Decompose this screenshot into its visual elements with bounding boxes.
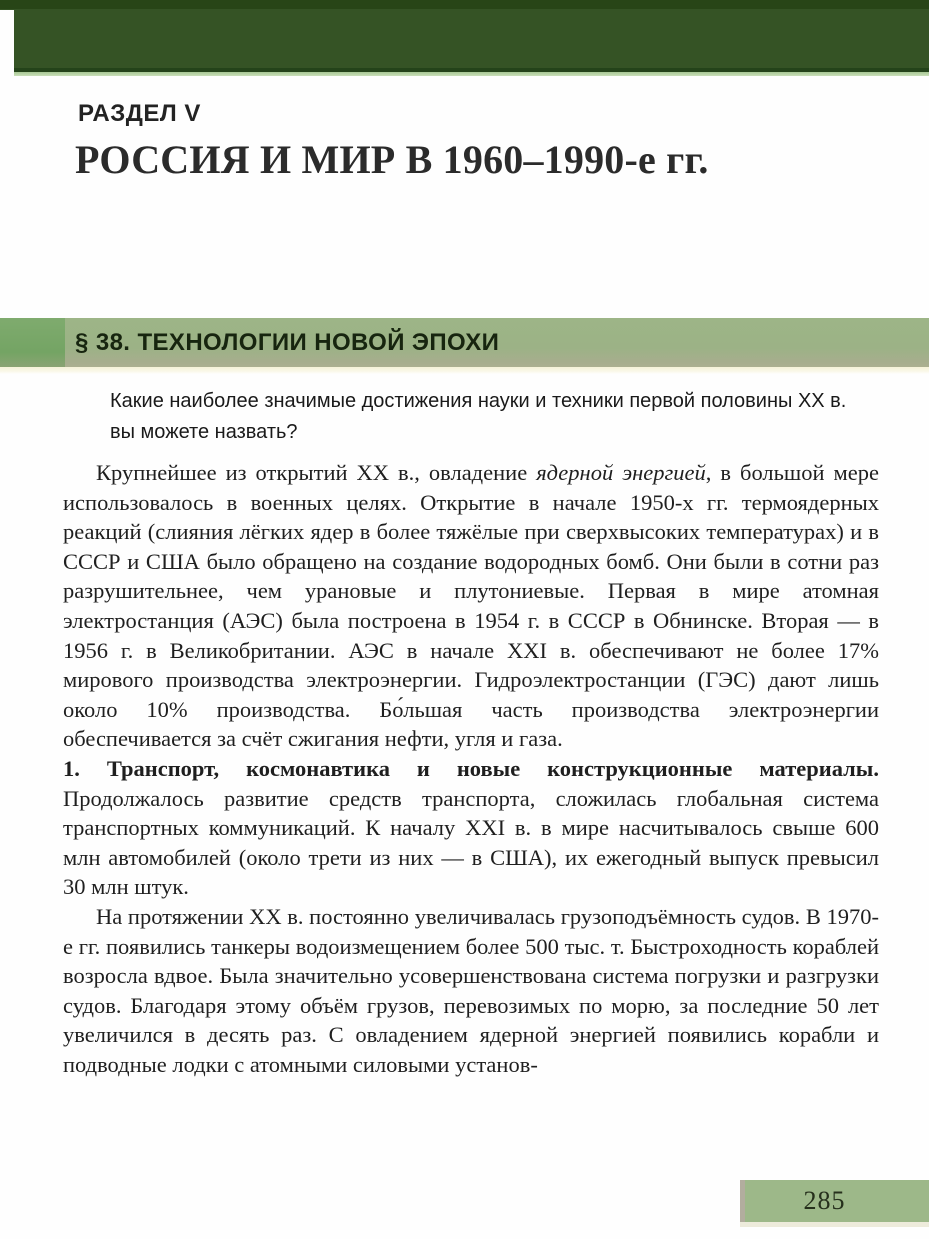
- paragraph-ships: На протяжении XX в. постоянно увеличивалась грузоподъёмность судов. В 1970-е гг. появились танкеры водоизмещением более 500 тыс. т. Быстроходность кораблей возросла вдвое. Была значительно усовершенствована система погрузки и разгрузки судов. Благодаря этому объём грузов, перевозимых по морю, за последние 50 лет увеличился в десять раз. С овладением ядерной энергией появились корабли и подводные лодки с атомными силовыми установ-: [63, 903, 879, 1077]
- page-number: 285: [803, 1186, 846, 1215]
- lead-question: Какие наиболее значимые достижения науки и техники первой половины XX в. вы можете назвать?: [110, 390, 847, 443]
- body-text: [63, 458, 879, 1079]
- chapter-bar-left-notch: [0, 10, 14, 76]
- paragraph-transport: [63, 754, 879, 902]
- chapter-header-bar: [0, 0, 929, 76]
- section-kicker: РАЗДЕЛ V: [78, 100, 201, 127]
- paragraph-nuclear-energy: [63, 458, 879, 754]
- subsection-heading: 1. Транспорт, космонавтика и новые конструкционные материалы.: [63, 755, 879, 781]
- paragraph-text: , в большой мере использовалось в военных целях. Открытие в начале 1950-х гг. термоядерных реакций (слияния лёгких ядер в более тяжёлые при сверхвысоких температурах) и в СССР и США было обращено на создание водородных бомб. Они были в сотни раз разрушительнее, чем урановые и плутониевые. Первая в мире атомная электростанция (АЭС) была построена в 1954 г. в СССР в Обнинске. Вторая — в 1956 г. в Великобритании. АЭС в начале XXI в. обеспечивают не более 17% мирового производства электроэнергии. Гидроэлектростанции (ГЭС) дают лишь около 10% производства. Бо́льшая часть производства электроэнергии обеспечивается за счёт сжигания нефти, угля и газа.: [63, 460, 879, 752]
- paragraph-text: Крупнейшее из открытий XX в., овладение: [96, 460, 537, 485]
- page-number-plate: [740, 1180, 929, 1222]
- page-title: РОССИЯ И МИР В 1960–1990-е гг.: [75, 137, 709, 182]
- banner-shadow: [0, 367, 929, 374]
- banner-accent-block: [0, 318, 65, 367]
- paragraph-banner: [0, 318, 929, 367]
- italic-term: ядерной энергией: [536, 460, 706, 485]
- paragraph-banner-title: § 38. ТЕХНОЛОГИИ НОВОЙ ЭПОХИ: [75, 328, 500, 356]
- paragraph-text: Продолжалось развитие средств транспорта, сложилась глобальная система транспортных коммуникаций. К началу XXI в. в мире насчитывалось свыше 600 млн автомобилей (около трети из них — в США), их ежегодный выпуск превысил 30 млн штук.: [63, 785, 879, 900]
